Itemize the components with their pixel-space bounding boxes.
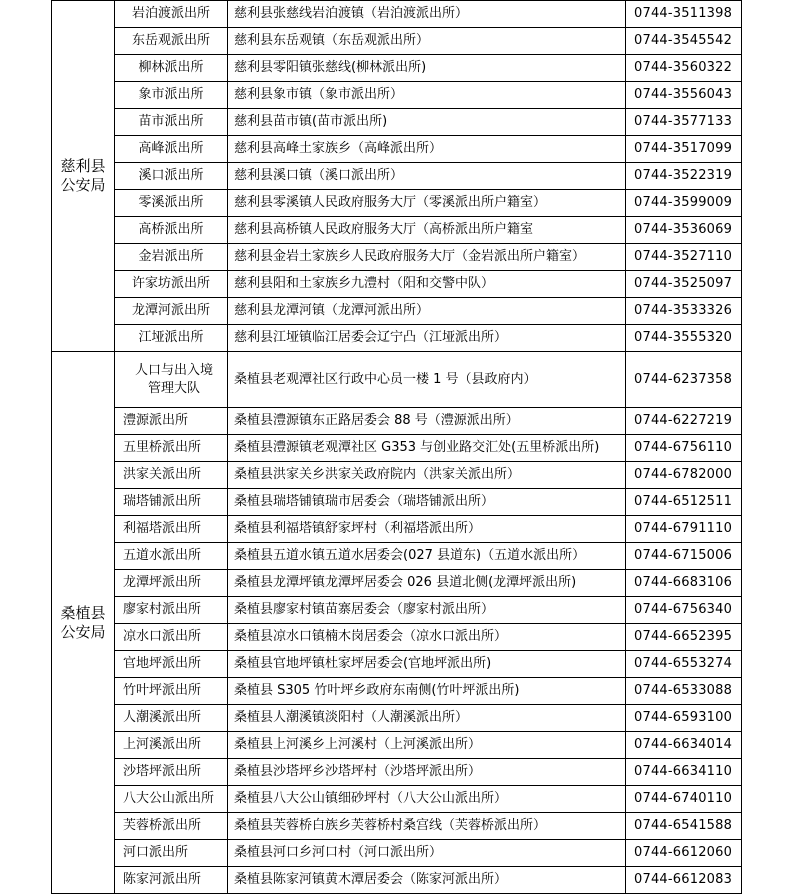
station-name: 凉水口派出所 [115, 624, 228, 651]
station-name: 溪口派出所 [115, 163, 228, 190]
station-phone: 0744-6541588 [626, 813, 742, 840]
station-phone: 0744-6740110 [626, 786, 742, 813]
station-name: 八大公山派出所 [115, 786, 228, 813]
station-phone: 0744-3536069 [626, 217, 742, 244]
station-name: 柳林派出所 [115, 55, 228, 82]
station-phone: 0744-6553274 [626, 651, 742, 678]
bureau-name: 桑植县 公安局 [52, 352, 115, 894]
station-name: 岩泊渡派出所 [115, 1, 228, 28]
station-address: 慈利县象市镇（象市派出所） [228, 82, 626, 109]
station-address: 桑植县河口乡河口村（河口派出所） [228, 840, 626, 867]
station-phone: 0744-6612083 [626, 867, 742, 894]
table-row [52, 867, 742, 894]
station-address: 慈利县张慈线岩泊渡镇（岩泊渡派出所） [228, 1, 626, 28]
table-row [52, 516, 742, 543]
station-name: 龙潭坪派出所 [115, 570, 228, 597]
table-row [52, 597, 742, 624]
station-name: 东岳观派出所 [115, 28, 228, 55]
station-phone: 0744-6593100 [626, 705, 742, 732]
station-phone: 0744-6715006 [626, 543, 742, 570]
table-row [52, 109, 742, 136]
table-row [52, 624, 742, 651]
table-row [52, 759, 742, 786]
station-address: 桑植县陈家河镇黄木潭居委会（陈家河派出所） [228, 867, 626, 894]
station-phone: 0744-3556043 [626, 82, 742, 109]
station-phone: 0744-6782000 [626, 462, 742, 489]
station-phone: 0744-6652395 [626, 624, 742, 651]
table-row [52, 136, 742, 163]
station-phone: 0744-3517099 [626, 136, 742, 163]
station-address: 慈利县高峰土家族乡（高峰派出所） [228, 136, 626, 163]
table-row [52, 352, 742, 408]
station-name: 瑞塔铺派出所 [115, 489, 228, 516]
station-phone: 0744-3511398 [626, 1, 742, 28]
station-phone: 0744-6237358 [626, 352, 742, 408]
table-row [52, 55, 742, 82]
table-row [52, 217, 742, 244]
station-phone: 0744-6791110 [626, 516, 742, 543]
station-name: 象市派出所 [115, 82, 228, 109]
station-phone: 0744-3560322 [626, 55, 742, 82]
station-name: 高峰派出所 [115, 136, 228, 163]
station-address: 慈利县金岩土家族乡人民政府服务大厅（金岩派出所户籍室） [228, 244, 626, 271]
station-name: 零溪派出所 [115, 190, 228, 217]
contact-table [51, 0, 742, 894]
table-row [52, 651, 742, 678]
station-address: 桑植县上河溪乡上河溪村（上河溪派出所） [228, 732, 626, 759]
station-phone: 0744-6227219 [626, 408, 742, 435]
station-address: 慈利县龙潭河镇（龙潭河派出所） [228, 298, 626, 325]
station-name: 澧源派出所 [115, 408, 228, 435]
station-name: 高桥派出所 [115, 217, 228, 244]
table-row [52, 408, 742, 435]
table-row [52, 705, 742, 732]
station-phone: 0744-3525097 [626, 271, 742, 298]
station-address: 桑植县澧源镇老观潭社区 G353 与创业路交汇处(五里桥派出所) [228, 435, 626, 462]
table-row [52, 786, 742, 813]
station-address: 桑植县瑞塔铺镇瑞市居委会（瑞塔铺派出所） [228, 489, 626, 516]
station-phone: 0744-6683106 [626, 570, 742, 597]
station-name: 上河溪派出所 [115, 732, 228, 759]
table-row [52, 732, 742, 759]
station-address: 慈利县江垭镇临江居委会辽宁凸（江垭派出所） [228, 325, 626, 352]
station-phone: 0744-3533326 [626, 298, 742, 325]
station-phone: 0744-3545542 [626, 28, 742, 55]
station-phone: 0744-6512511 [626, 489, 742, 516]
station-address: 桑植县廖家村镇苗寨居委会（廖家村派出所） [228, 597, 626, 624]
station-name: 利福塔派出所 [115, 516, 228, 543]
station-name: 金岩派出所 [115, 244, 228, 271]
station-address: 桑植县洪家关乡洪家关政府院内（洪家关派出所） [228, 462, 626, 489]
station-address: 慈利县溪口镇（溪口派出所） [228, 163, 626, 190]
station-name: 官地坪派出所 [115, 651, 228, 678]
table-row [52, 489, 742, 516]
table-row [52, 82, 742, 109]
station-phone: 0744-3555320 [626, 325, 742, 352]
station-name: 河口派出所 [115, 840, 228, 867]
station-address: 桑植县人潮溪镇淡阳村（人潮溪派出所） [228, 705, 626, 732]
station-phone: 0744-6634110 [626, 759, 742, 786]
station-address: 桑植县利福塔镇舒家坪村（利福塔派出所） [228, 516, 626, 543]
station-address: 桑植县八大公山镇细砂坪村（八大公山派出所） [228, 786, 626, 813]
station-phone: 0744-3599009 [626, 190, 742, 217]
table-row [52, 678, 742, 705]
station-address: 慈利县零溪镇人民政府服务大厅（零溪派出所户籍室） [228, 190, 626, 217]
station-address: 慈利县零阳镇张慈线(柳林派出所) [228, 55, 626, 82]
station-name: 五道水派出所 [115, 543, 228, 570]
bureau-name: 慈利县 公安局 [52, 1, 115, 352]
table-row [52, 163, 742, 190]
station-name: 沙塔坪派出所 [115, 759, 228, 786]
station-address: 桑植县五道水镇五道水居委会(027 县道东)（五道水派出所） [228, 543, 626, 570]
table-row [52, 325, 742, 352]
station-name: 龙潭河派出所 [115, 298, 228, 325]
station-name: 芙蓉桥派出所 [115, 813, 228, 840]
station-address: 慈利县高桥镇人民政府服务大厅（高桥派出所户籍室 [228, 217, 626, 244]
station-address: 桑植县 S305 竹叶坪乡政府东南侧(竹叶坪派出所) [228, 678, 626, 705]
station-phone: 0744-6612060 [626, 840, 742, 867]
table-row [52, 244, 742, 271]
station-address: 慈利县阳和土家族乡九澧村（阳和交警中队） [228, 271, 626, 298]
station-address: 桑植县沙塔坪乡沙塔坪村（沙塔坪派出所） [228, 759, 626, 786]
table-row [52, 570, 742, 597]
table-row [52, 1, 742, 28]
station-phone: 0744-6756110 [626, 435, 742, 462]
table-row [52, 271, 742, 298]
table-row [52, 543, 742, 570]
station-address: 慈利县东岳观镇（东岳观派出所） [228, 28, 626, 55]
station-address: 桑植县凉水口镇楠木岗居委会（凉水口派出所） [228, 624, 626, 651]
station-name: 五里桥派出所 [115, 435, 228, 462]
station-phone: 0744-6533088 [626, 678, 742, 705]
station-name: 廖家村派出所 [115, 597, 228, 624]
station-name: 洪家关派出所 [115, 462, 228, 489]
station-name: 苗市派出所 [115, 109, 228, 136]
station-name: 人口与出入境 管理大队 [115, 352, 228, 408]
station-phone: 0744-6634014 [626, 732, 742, 759]
station-address: 桑植县龙潭坪镇龙潭坪居委会 026 县道北侧(龙潭坪派出所) [228, 570, 626, 597]
station-phone: 0744-3577133 [626, 109, 742, 136]
station-phone: 0744-3522319 [626, 163, 742, 190]
station-address: 桑植县芙蓉桥白族乡芙蓉桥村桑宫线（芙蓉桥派出所） [228, 813, 626, 840]
station-name: 陈家河派出所 [115, 867, 228, 894]
station-name: 江垭派出所 [115, 325, 228, 352]
station-name: 人潮溪派出所 [115, 705, 228, 732]
table-row [52, 190, 742, 217]
table-row [52, 462, 742, 489]
station-name: 竹叶坪派出所 [115, 678, 228, 705]
table-row [52, 298, 742, 325]
table-row [52, 28, 742, 55]
station-name: 许家坊派出所 [115, 271, 228, 298]
station-address: 桑植县官地坪镇杜家坪居委会(官地坪派出所) [228, 651, 626, 678]
station-address: 桑植县澧源镇东正路居委会 88 号（澧源派出所） [228, 408, 626, 435]
table-row [52, 813, 742, 840]
police-station-table [51, 0, 741, 885]
table-row [52, 435, 742, 462]
station-phone: 0744-3527110 [626, 244, 742, 271]
table-row [52, 840, 742, 867]
station-address: 慈利县苗市镇(苗市派出所) [228, 109, 626, 136]
station-phone: 0744-6756340 [626, 597, 742, 624]
station-address: 桑植县老观潭社区行政中心员一楼 1 号（县政府内） [228, 352, 626, 408]
